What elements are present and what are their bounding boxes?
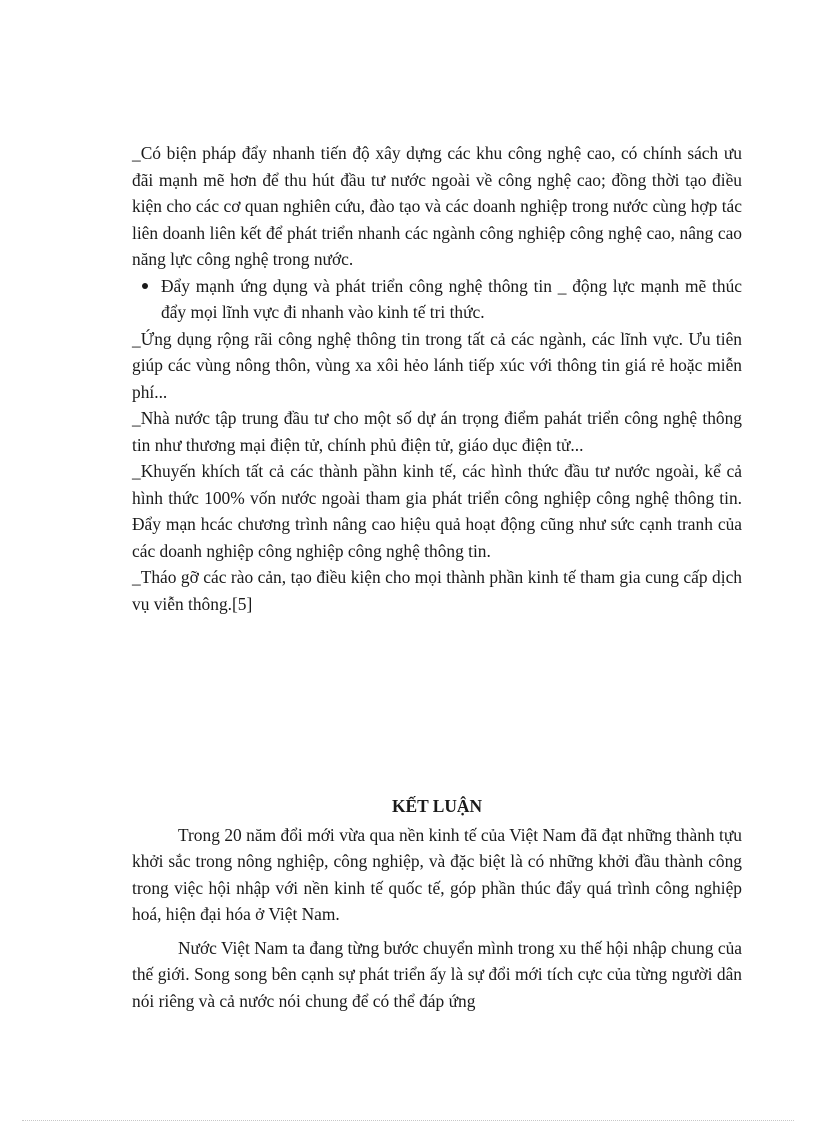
conclusion-section [132, 793, 742, 1014]
bullet-item-it-development [132, 273, 742, 326]
footer-divider [22, 1120, 794, 1121]
paragraph-encourage-sectors: _Khuyến khích tất cả các thành pầhn kinh tế, các hình thức đầu tư nước ngoài, kể cả hình thức 100% vốn nước ngoài tham gia phát triển công nghiệp công nghệ thông tin. Đẩy mạn hcác chương trình nâng cao hiệu quả hoạt động cũng như sức cạnh tranh của các doanh nghiệp công nghiệp công nghệ thông tin. [132, 461, 742, 561]
conclusion-paragraph-2: Nước Việt Nam ta đang từng bước chuyển mình trong xu thế hội nhập chung của thế giới. Song song bên cạnh sự phát triển ấy là sự đổi mới tích cực của từng người dân nói riêng và cả nước nói chung để có thể đáp ứng [132, 937, 742, 1011]
conclusion-paragraph-1: Trong 20 năm đổi mới vừa qua nền kinh tế của Việt Nam đã đạt những thành tựu khởi sắc trong nông nghiệp, công nghiệp, và đặc biệt là có những khởi đầu thành công trong việc hội nhập với nền kinh tế quốc tế, góp phần thúc đẩy quá trình công nghiệp hoá, hiện đại hóa ở Việt Nam. [132, 824, 742, 924]
paragraph-remove-barriers: _Tháo gỡ các rào cản, tạo điều kiện cho mọi thành phần kinh tế tham gia cung cấp dịch vụ viễn thông.[5] [132, 567, 742, 614]
bullet-dot-icon [142, 283, 148, 289]
paragraph-state-investment: _Nhà nước tập trung đầu tư cho một số dự án trọng điểm pahát triển công nghệ thông tin như thương mại điện tử, chính phủ điện tử, giáo dục điện tử... [132, 408, 742, 455]
paragraph-it-application: _Ứng dụng rộng rãi công nghệ thông tin trong tất cả các ngành, các lĩnh vực. Ưu tiên giúp các vùng nông thôn, vùng xa xôi hẻo lánh tiếp xúc với thông tin giá rẻ hoặc miễn phí... [132, 328, 742, 402]
conclusion-heading: KẾT LUẬN [391, 796, 483, 816]
body-text [132, 140, 742, 617]
paragraph-high-tech-zones: _Có biện pháp đẩy nhanh tiến độ xây dựng các khu công nghệ cao, có chính sách ưu đãi mạnh mẽ hơn để thu hút đầu tư nước ngoài về công nghệ cao; đồng thời tạo điều kiện cho các cơ quan nghiên cứu, đào tạo và các doanh nghiệp trong nước cùng hợp tác liên doanh liên kết để phát triển nhanh các ngành công nghiệp công nghệ cao, nâng cao năng lực công nghệ trong nước. [132, 143, 742, 269]
bullet-text: Đẩy mạnh ứng dụng và phát triển công nghệ thông tin _ động lực mạnh mẽ thúc đẩy mọi lĩnh vực đi nhanh vào kinh tế tri thức. [161, 275, 742, 322]
